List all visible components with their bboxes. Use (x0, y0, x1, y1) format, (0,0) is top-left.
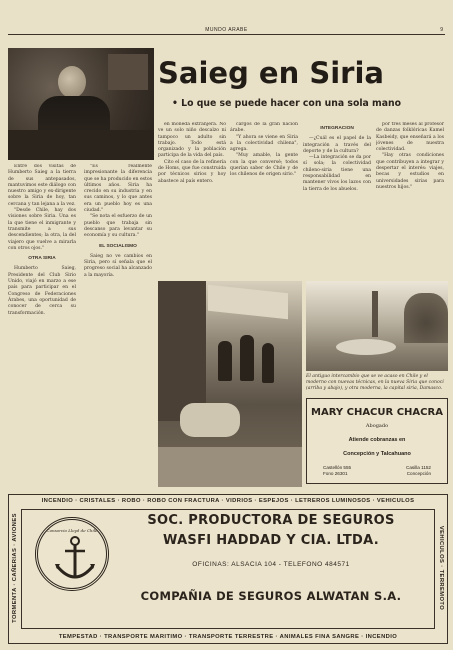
anchor-icon (52, 534, 98, 584)
ad-border-band-left: TORMENTA · CAÑERIAS · AVIONES (12, 513, 18, 623)
article-subhead: • Lo que se puede hacer con una sola mano (172, 98, 402, 109)
paragraph: "Es realmente impresionante la diferencia que se ha producido en estos últimos años. Siria ha crecido en su industria y en sus caminos, y lo que antes era un pueblo hoy es una ciudad." (84, 164, 152, 214)
ad-phone: Fono 26301 (323, 471, 348, 476)
header-rule (8, 34, 445, 35)
photo-fountain (336, 339, 396, 355)
paragraph: cargos de la gran nación árabe. (230, 122, 298, 134)
paragraph: Entre dos visitas de Humberto Saieg a la tierra de sus antepasados, mantuvimos este diálogo con nuestro amigo y ex-dirigente sobre la Siria de hoy, tan cercana y tan lejana a la vez. (8, 164, 76, 207)
photo-trees (404, 293, 448, 343)
paragraph: —¿Cuál es el papel de la integración a través del deporte y de la cultura? (303, 136, 371, 154)
photo-figure (240, 335, 254, 381)
paragraph: —La integración se da por sí sola; la colectividad chileno-siria tiene una responsabilidad en mantener vivos los lazos con la tierra de los abuelos. (303, 155, 371, 192)
company-name-3: COMPAÑIA DE SEGUROS ALWATAN S.A. (140, 589, 402, 603)
paragraph: Humberto Saieg, Presidente del Club Sirio Unido, viajó en marzo a ese país para participar en el Congreso de Federaciones Árabes, una oportunidad de conocer de cerca su transformación. (8, 266, 76, 316)
page-number: 9 (440, 27, 443, 33)
lawyer-ad (306, 398, 448, 484)
article-column-4 (230, 122, 298, 274)
paragraph: Cito el caso de la refinería de Homs, que fue construida por técnicos sirios y hoy abastece al país entero. (158, 159, 226, 184)
paragraph: "Y ahora se viene en Siria a la colectividad chilena", agrega. (230, 134, 298, 153)
ad-role: Abogado (365, 423, 389, 429)
company-name-1: SOC. PRODUCTORA DE SEGUROS (147, 513, 395, 528)
section-heading: EL SOCIALISMO (99, 243, 137, 249)
photo-donkey (180, 403, 240, 437)
ad-city: Concepción (406, 471, 431, 476)
section-header: MUNDO ARABE (205, 27, 248, 33)
paragraph: "Muy amable, la gente con la que conversé; todos querían saber de Chile y de los chilenos de origen sirio." (230, 153, 298, 178)
insurance-ad (8, 494, 448, 644)
lloyd-seal (35, 517, 109, 591)
ad-address-right (406, 465, 431, 477)
photo-caption: El antiguo intercambio que se ve acaso en Chile y el moderno con nuevas técnicas, en la nueva Siria que conocí (arriba y abajo), y otra moderna, la capital siria, Damasco. (306, 374, 444, 391)
portrait-photo (8, 48, 154, 160)
photo-awning (208, 285, 288, 319)
photo-wall (158, 281, 206, 421)
section-heading: INTEGRACION (320, 126, 354, 131)
paragraph: "Hay otras condiciones que contribuyen a integrar y despertar el interés: viajes, becas y estudios en universidades sirias para nuestros hijos." (376, 153, 444, 190)
ad-border-band-top: INCENDIO · CRISTALES · ROBO · ROBO CON FRACTURA · VIDRIOS · ESPEJOS · LETREROS LUMINOSOS · VEHICULOS (41, 498, 415, 504)
article-column-2 (84, 164, 152, 464)
ad-border-band-bottom: TEMPESTAD · TRANSPORTE MARITIMO · TRANSPORTE TERRESTRE · ANIMALES FINA SANGRE · INCENDIO (58, 634, 398, 640)
street-market-photo (158, 281, 302, 487)
article-column-1 (8, 164, 76, 464)
ad-border-band-right: VEHICULOS · TERREMOTO (438, 525, 444, 611)
article-column-3 (158, 122, 226, 274)
seal-text: Consorcio Lloyd de Chile (46, 528, 98, 533)
company-name-2: WASFI HADDAD Y CIA. LTDA. (163, 533, 379, 548)
paragraph: "Desde Chile, hay dos visiones sobre Siria. Una es la que tiene el inmigrante y transmite a sus descendientes; la otra, la del viajero que vuelve a mirarla con otros ojos." (8, 208, 76, 251)
article-column-6 (376, 122, 444, 274)
ad-address-line: Castellón 555 (323, 465, 352, 470)
ad-address-left (323, 465, 351, 477)
photo-shelf (108, 54, 148, 90)
paragraph: en moneda extranjera. No ve un solo niño descalzo ni tampoco un adulto sin trabajo. Todo está organizado y la población participa de la vida del país. (158, 122, 226, 159)
photo-subject-head (58, 66, 86, 98)
photo-tower (372, 291, 378, 337)
photo-figure (218, 341, 232, 381)
plaza-photo (306, 281, 448, 371)
paragraph: Saieg no ve cambios en Siria, pero sí señala que el progreso social ha alcanzado a la mayoría. (84, 253, 152, 278)
ad-name: MARY CHACUR CHACRA (311, 407, 443, 418)
article-headline: Saieg en Siria (158, 56, 384, 90)
section-heading: OTRA SIRIA (28, 256, 56, 262)
ad-po-box: Casilla 1152 (406, 465, 431, 470)
article-column-5 (303, 122, 371, 274)
ad-line: Atiende cobranzas en (348, 437, 406, 443)
photo-ground (158, 447, 302, 487)
paragraph: por tres meses al profesor de danzas folklóricas Kamel Kasbeidy, que enseñará a los jóvenes de nuestra colectividad. (376, 122, 444, 153)
paragraph: "Se nota el esfuerzo de un pueblo que trabaja sin descanso para levantar su economía y su cultura." (84, 214, 152, 239)
office-address: OFICINAS: ALSACIA 104 - TELEFONO 484571 (192, 561, 350, 568)
photo-figure (262, 343, 274, 383)
ad-line: Concepción y Talcahuano (343, 451, 411, 457)
photo-desk (8, 130, 154, 160)
